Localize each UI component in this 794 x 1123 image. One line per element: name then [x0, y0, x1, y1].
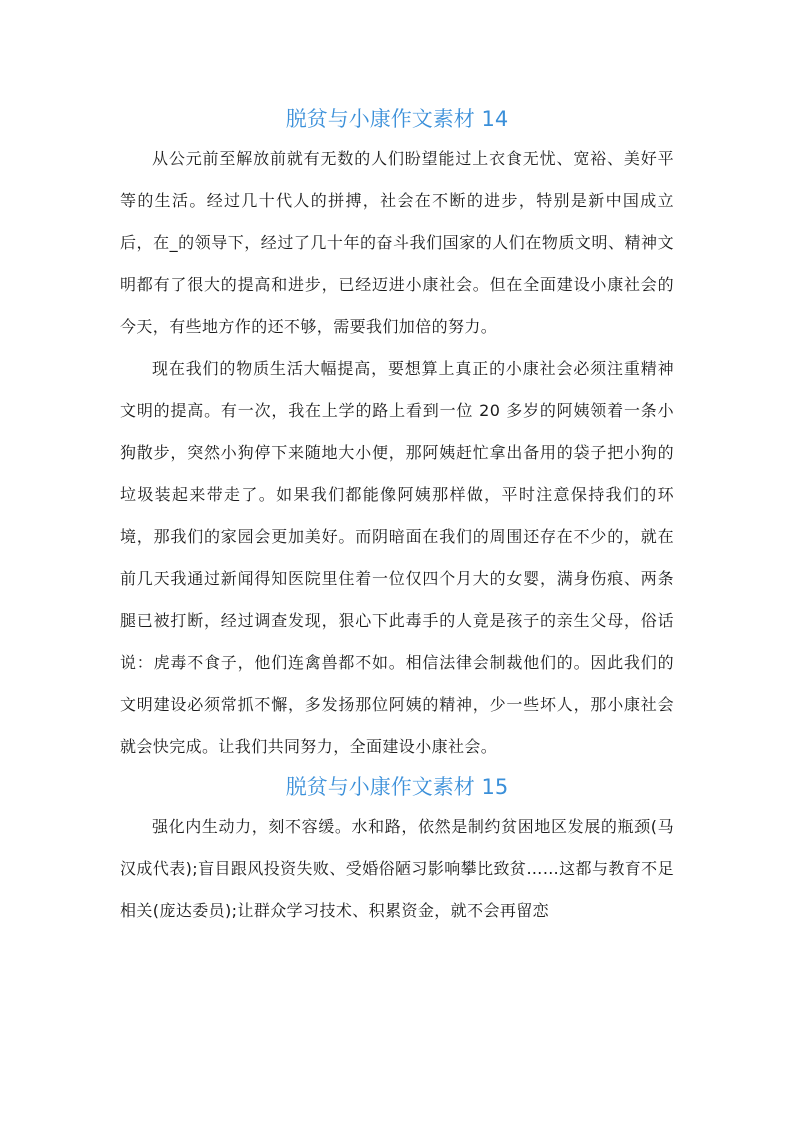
- document-page: [120, 100, 674, 932]
- section-14-paragraph-1: 从公元前至解放前就有无数的人们盼望能过上衣食无忧、宽裕、美好平等的生活。经过几十代人的拼搏，社会在不断的进步，特别是新中国成立后，在_的领导下，经过了几十年的奋斗我们国家的人们在物质文明、精神文明都有了很大的提高和进步，已经迈进小康社会。但在全面建设小康社会的今天，有些地方作的还不够，需要我们加倍的努力。: [120, 149, 674, 336]
- section-14-paragraph-2: 现在我们的物质生活大幅提高，要想算上真正的小康社会必须注重精神文明的提高。有一次，我在上学的路上看到一位 20 多岁的阿姨领着一条小狗散步，突然小狗停下来随地大小便，那阿姨赶忙拿出备用的袋子把小狗的垃圾装起来带走了。如果我们都能像阿姨那样做，平时注意保持我们的环境，那我们的家园会更加美好。而阴暗面在我们的周围还存在不少的，就在前几天我通过新闻得知医院里住着一位仅四个月大的女婴，满身伤痕、两条腿已被打断，经过调查发现，狠心下此毒手的人竟是孩子的亲生父母，俗话说：虎毒不食子，他们连禽兽都不如。相信法律会制裁他们的。因此我们的文明建设必须常抓不懈，多发扬那位阿姨的精神，少一些坏人，那小康社会就会快完成。让我们共同努力，全面建设小康社会。: [120, 359, 674, 756]
- section-title-14: 脱贫与小康作文素材 14: [285, 107, 509, 131]
- section-15-paragraph-1: 强化内生动力，刻不容缓。水和路，依然是制约贫困地区发展的瓶颈(马汉成代表);盲目跟风投资失败、受婚俗陋习影响攀比致贫……这都与教育不足相关(庞达委员);让群众学习技术、积累资金，就不会再留恋: [120, 817, 674, 920]
- section-title-15: 脱贫与小康作文素材 15: [285, 775, 509, 799]
